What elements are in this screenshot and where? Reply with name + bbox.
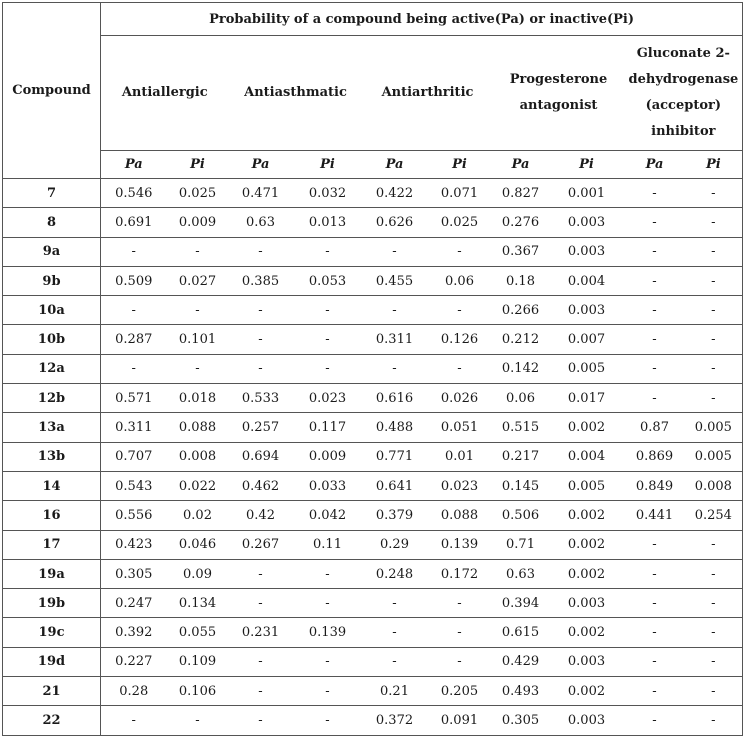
pa-value-cell: 0.142 — [493, 354, 549, 383]
pa-value-cell: 0.441 — [625, 501, 685, 530]
pi-value-cell: 0.139 — [293, 618, 363, 647]
pa-value-cell: 0.305 — [101, 559, 167, 588]
table-row — [3, 471, 743, 500]
pa-value-cell: 0.385 — [229, 266, 293, 295]
compound-cell: 13a — [3, 413, 101, 442]
pa-value-cell: 0.392 — [101, 618, 167, 647]
pa-subheader: Pa — [101, 151, 167, 179]
pi-value-cell: - — [685, 208, 743, 237]
pi-value-cell: 0.051 — [427, 413, 493, 442]
pi-value-cell: - — [685, 618, 743, 647]
pi-value-cell: 0.003 — [549, 589, 625, 618]
pi-subheader: Pi — [293, 151, 363, 179]
pi-subheader: Pi — [685, 151, 743, 179]
table-row — [3, 589, 743, 618]
pi-value-cell: 0.134 — [167, 589, 229, 618]
pi-value-cell: 0.003 — [549, 296, 625, 325]
pi-value-cell: 0.009 — [167, 208, 229, 237]
compound-cell: 10a — [3, 296, 101, 325]
pi-value-cell: - — [427, 237, 493, 266]
pa-value-cell: 0.571 — [101, 384, 167, 413]
pi-value-cell: 0.055 — [167, 618, 229, 647]
pa-value-cell: 0.455 — [363, 266, 427, 295]
pi-value-cell: - — [685, 266, 743, 295]
pi-value-cell: 0.003 — [549, 237, 625, 266]
pa-value-cell: 0.311 — [101, 413, 167, 442]
pa-value-cell: 0.63 — [493, 559, 549, 588]
pa-value-cell: 0.257 — [229, 413, 293, 442]
pa-subheader: Pa — [493, 151, 549, 179]
pa-value-cell: - — [229, 559, 293, 588]
pi-value-cell: - — [293, 647, 363, 676]
pa-value-cell: - — [625, 325, 685, 354]
pa-value-cell: - — [229, 677, 293, 706]
pa-value-cell: 0.543 — [101, 471, 167, 500]
pa-value-cell: 0.21 — [363, 677, 427, 706]
pi-value-cell: - — [685, 384, 743, 413]
pi-value-cell: 0.013 — [293, 208, 363, 237]
pa-value-cell: 0.266 — [493, 296, 549, 325]
pi-value-cell: 0.01 — [427, 442, 493, 471]
compound-cell: 7 — [3, 179, 101, 208]
pi-value-cell: 0.004 — [549, 266, 625, 295]
pi-value-cell: 0.109 — [167, 647, 229, 676]
pi-value-cell: - — [167, 296, 229, 325]
pi-value-cell: - — [685, 354, 743, 383]
table-row — [3, 647, 743, 676]
pa-value-cell: - — [258, 712, 263, 728]
pi-value-cell: 0.088 — [427, 501, 493, 530]
pa-subheader: Pa — [363, 151, 427, 179]
pi-value-cell: 0.002 — [549, 559, 625, 588]
pi-value-cell: - — [685, 589, 743, 618]
pa-value-cell: 0.615 — [493, 618, 549, 647]
group-header: Probability of a compound being active(Pa) or inactive(Pi) — [101, 3, 743, 36]
table-row — [3, 618, 743, 647]
pi-value-cell: 0.005 — [549, 354, 625, 383]
pi-value-cell: 0.172 — [427, 559, 493, 588]
pi-value-cell: 0.025 — [427, 208, 493, 237]
pa-value-cell: - — [625, 354, 685, 383]
pa-value-cell: 0.18 — [493, 266, 549, 295]
table-row — [3, 706, 743, 735]
pi-value-cell: 0.008 — [167, 442, 229, 471]
table-row — [3, 237, 743, 266]
pa-value-cell: 0.42 — [229, 501, 293, 530]
table-row — [3, 325, 743, 354]
pa-value-cell: 0.691 — [101, 208, 167, 237]
table-row — [3, 559, 743, 588]
pi-value-cell: 0.003 — [549, 208, 625, 237]
pi-value-cell: - — [685, 677, 743, 706]
pi-subheader: Pi — [167, 151, 229, 179]
pi-value-cell: 0.042 — [293, 501, 363, 530]
pi-value-cell: - — [427, 354, 493, 383]
compound-cell: 19d — [3, 647, 101, 676]
pi-value-cell: 0.025 — [167, 179, 229, 208]
pa-value-cell: 0.247 — [101, 589, 167, 618]
category-header: Gluconate 2-dehydrogenase (acceptor) inhibitor — [625, 36, 743, 151]
table-row — [3, 208, 743, 237]
pa-value-cell: 0.462 — [229, 471, 293, 500]
pa-value-cell: 0.429 — [493, 647, 549, 676]
pi-value-cell: 0.033 — [293, 471, 363, 500]
pa-value-cell: - — [625, 530, 685, 559]
pa-value-cell: 0.488 — [363, 413, 427, 442]
pa-value-cell: 0.212 — [493, 325, 549, 354]
pi-value-cell: 0.205 — [427, 677, 493, 706]
pa-value-cell: - — [363, 354, 427, 383]
pi-value-cell: 0.022 — [167, 471, 229, 500]
pi-value-cell: 0.008 — [685, 471, 743, 500]
pa-value-cell: - — [363, 589, 427, 618]
pi-value-cell: 0.001 — [549, 179, 625, 208]
pi-value-cell: 0.009 — [293, 442, 363, 471]
pi-value-cell: 0.002 — [549, 530, 625, 559]
pa-value-cell: - — [625, 296, 685, 325]
pa-value-cell: - — [101, 354, 167, 383]
table-row — [3, 413, 743, 442]
pi-value-cell: 0.002 — [549, 413, 625, 442]
compound-cell: 14 — [3, 471, 101, 500]
pa-value-cell: 0.227 — [101, 647, 167, 676]
pi-value-cell: 0.017 — [549, 384, 625, 413]
pi-value-cell: 0.06 — [427, 266, 493, 295]
pi-value-cell: 0.026 — [427, 384, 493, 413]
pa-value-cell: - — [131, 712, 136, 728]
pi-value-cell: - — [167, 237, 229, 266]
pi-value-cell: 0.117 — [293, 413, 363, 442]
pi-value-cell: - — [427, 618, 493, 647]
pi-value-cell: - — [293, 325, 363, 354]
pa-value-cell: 0.626 — [363, 208, 427, 237]
pi-value-cell: - — [427, 296, 493, 325]
pa-value-cell: 0.379 — [363, 501, 427, 530]
pa-value-cell: 0.509 — [101, 266, 167, 295]
pi-value-cell: - — [685, 296, 743, 325]
pa-value-cell: 0.231 — [229, 618, 293, 647]
pi-value-cell: 0.088 — [167, 413, 229, 442]
compound-cell: 21 — [3, 677, 101, 706]
pa-value-cell: 0.827 — [493, 179, 549, 208]
pi-value-cell: 0.046 — [167, 530, 229, 559]
pi-value-cell: - — [685, 647, 743, 676]
pi-value-cell: 0.071 — [427, 179, 493, 208]
pi-subheader: Pi — [427, 151, 493, 179]
table-row — [3, 296, 743, 325]
pi-value-cell: 0.023 — [293, 384, 363, 413]
compound-header: Compound — [3, 3, 101, 179]
pi-value-cell: 0.003 — [549, 647, 625, 676]
pi-value-cell: 0.005 — [685, 442, 743, 471]
pi-value-cell: - — [293, 677, 363, 706]
pa-value-cell: 0.422 — [363, 179, 427, 208]
pa-value-cell: 0.493 — [493, 677, 549, 706]
pa-value-cell: - — [229, 296, 293, 325]
compound-cell: 13b — [3, 442, 101, 471]
pa-value-cell: 0.707 — [101, 442, 167, 471]
pi-value-cell: 0.027 — [167, 266, 229, 295]
pi-value-cell: - — [685, 325, 743, 354]
pa-value-cell: 0.267 — [229, 530, 293, 559]
pa-value-cell: 0.217 — [493, 442, 549, 471]
pa-subheader: Pa — [229, 151, 293, 179]
pa-subheader: Pa — [625, 151, 685, 179]
pa-value-cell: - — [625, 208, 685, 237]
pi-value-cell: 0.002 — [549, 677, 625, 706]
activity-table — [2, 2, 743, 736]
category-header: Antiallergic — [101, 36, 229, 151]
pa-value-cell: - — [625, 589, 685, 618]
pi-value-cell: 0.002 — [549, 501, 625, 530]
pi-value-cell: - — [293, 296, 363, 325]
table-row — [3, 384, 743, 413]
pa-value-cell: 0.63 — [229, 208, 293, 237]
pi-value-cell: 0.02 — [167, 501, 229, 530]
table-row — [3, 442, 743, 471]
pi-value-cell: - — [195, 712, 200, 728]
pa-value-cell: - — [229, 589, 293, 618]
pa-value-cell: 0.287 — [101, 325, 167, 354]
pi-value-cell: - — [685, 237, 743, 266]
pa-value-cell: - — [625, 677, 685, 706]
pa-value-cell: 0.471 — [229, 179, 293, 208]
compound-cell: 10b — [3, 325, 101, 354]
pi-value-cell: - — [685, 179, 743, 208]
pi-value-cell: 0.004 — [549, 442, 625, 471]
table-row — [3, 179, 743, 208]
pi-value-cell: - — [427, 647, 493, 676]
pa-value-cell: 0.248 — [363, 559, 427, 588]
pi-subheader: Pi — [549, 151, 625, 179]
pa-value-cell: - — [229, 325, 293, 354]
pa-value-cell: 0.641 — [363, 471, 427, 500]
pa-value-cell: 0.87 — [625, 413, 685, 442]
pa-value-cell: 0.71 — [493, 530, 549, 559]
pi-value-cell: - — [685, 530, 743, 559]
pa-value-cell: - — [625, 559, 685, 588]
pa-value-cell: 0.311 — [363, 325, 427, 354]
compound-cell: 9b — [3, 266, 101, 295]
pa-value-cell: - — [363, 237, 427, 266]
compound-cell: 12a — [3, 354, 101, 383]
pa-value-cell: - — [625, 266, 685, 295]
compound-cell: 16 — [3, 501, 101, 530]
pa-value-cell: - — [229, 237, 293, 266]
pi-value-cell: - — [325, 712, 330, 728]
pa-value-cell: 0.869 — [625, 442, 685, 471]
pi-value-cell: 0.002 — [549, 618, 625, 647]
pi-value-cell: - — [293, 559, 363, 588]
category-header: Antiasthmatic — [229, 36, 363, 151]
table-row — [3, 266, 743, 295]
pa-value-cell: 0.556 — [101, 501, 167, 530]
pi-value-cell: 0.005 — [685, 413, 743, 442]
pa-value-cell: 0.372 — [375, 712, 414, 728]
pi-value-cell: 0.005 — [549, 471, 625, 500]
pa-value-cell: 0.29 — [363, 530, 427, 559]
pa-value-cell: 0.506 — [493, 501, 549, 530]
pa-value-cell: - — [625, 647, 685, 676]
pi-value-cell: 0.053 — [293, 266, 363, 295]
compound-cell: 12b — [3, 384, 101, 413]
compound-cell: 8 — [3, 208, 101, 237]
compound-cell: 19b — [3, 589, 101, 618]
pi-value-cell: 0.09 — [167, 559, 229, 588]
pa-value-cell: 0.06 — [493, 384, 549, 413]
pa-value-cell: - — [363, 296, 427, 325]
pi-value-cell: - — [427, 589, 493, 618]
pa-value-cell: 0.394 — [493, 589, 549, 618]
pi-value-cell: - — [293, 237, 363, 266]
pa-value-cell: 0.305 — [501, 712, 540, 728]
compound-cell: 19c — [3, 618, 101, 647]
pa-value-cell: 0.423 — [101, 530, 167, 559]
pa-value-cell: - — [363, 647, 427, 676]
pi-value-cell: - — [711, 712, 716, 728]
pa-value-cell: - — [625, 618, 685, 647]
category-header: Antiarthritic — [363, 36, 493, 151]
pa-value-cell: 0.276 — [493, 208, 549, 237]
pa-value-cell: - — [229, 647, 293, 676]
pa-value-cell: 0.145 — [493, 471, 549, 500]
pa-value-cell: - — [625, 179, 685, 208]
pi-value-cell: 0.023 — [427, 471, 493, 500]
table-row — [3, 530, 743, 559]
pa-value-cell: 0.771 — [363, 442, 427, 471]
table-row — [3, 677, 743, 706]
pi-value-cell: 0.091 — [440, 712, 479, 728]
pi-value-cell: 0.254 — [685, 501, 743, 530]
pi-value-cell: 0.106 — [167, 677, 229, 706]
compound-cell: 9a — [3, 237, 101, 266]
compound-cell: 22 — [3, 706, 101, 735]
pi-value-cell: 0.018 — [167, 384, 229, 413]
pa-value-cell: - — [625, 384, 685, 413]
pa-value-cell: - — [229, 354, 293, 383]
pa-value-cell: 0.694 — [229, 442, 293, 471]
table-row — [3, 354, 743, 383]
pi-value-cell: 0.139 — [427, 530, 493, 559]
compound-cell: 19a — [3, 559, 101, 588]
pa-value-cell: - — [625, 237, 685, 266]
pi-value-cell: - — [293, 354, 363, 383]
compound-cell: 17 — [3, 530, 101, 559]
pi-value-cell: 0.003 — [567, 712, 606, 728]
pi-value-cell: - — [685, 559, 743, 588]
pi-value-cell: 0.126 — [427, 325, 493, 354]
table-row — [3, 501, 743, 530]
pi-value-cell: 0.101 — [167, 325, 229, 354]
pa-value-cell: 0.28 — [101, 677, 167, 706]
pa-value-cell: - — [363, 618, 427, 647]
pi-value-cell: - — [167, 354, 229, 383]
pa-value-cell: - — [101, 237, 167, 266]
pa-value-cell: 0.616 — [363, 384, 427, 413]
pi-value-cell: 0.007 — [549, 325, 625, 354]
pa-value-cell: 0.367 — [493, 237, 549, 266]
pa-value-cell: - — [101, 296, 167, 325]
pa-value-cell: 0.515 — [493, 413, 549, 442]
category-header: Progesterone antagonist — [493, 36, 625, 151]
pa-value-cell: 0.533 — [229, 384, 293, 413]
pi-value-cell: - — [293, 589, 363, 618]
pi-value-cell: 0.11 — [293, 530, 363, 559]
pa-value-cell: 0.849 — [625, 471, 685, 500]
pa-value-cell: - — [652, 712, 657, 728]
pi-value-cell: 0.032 — [293, 179, 363, 208]
pa-value-cell: 0.546 — [101, 179, 167, 208]
